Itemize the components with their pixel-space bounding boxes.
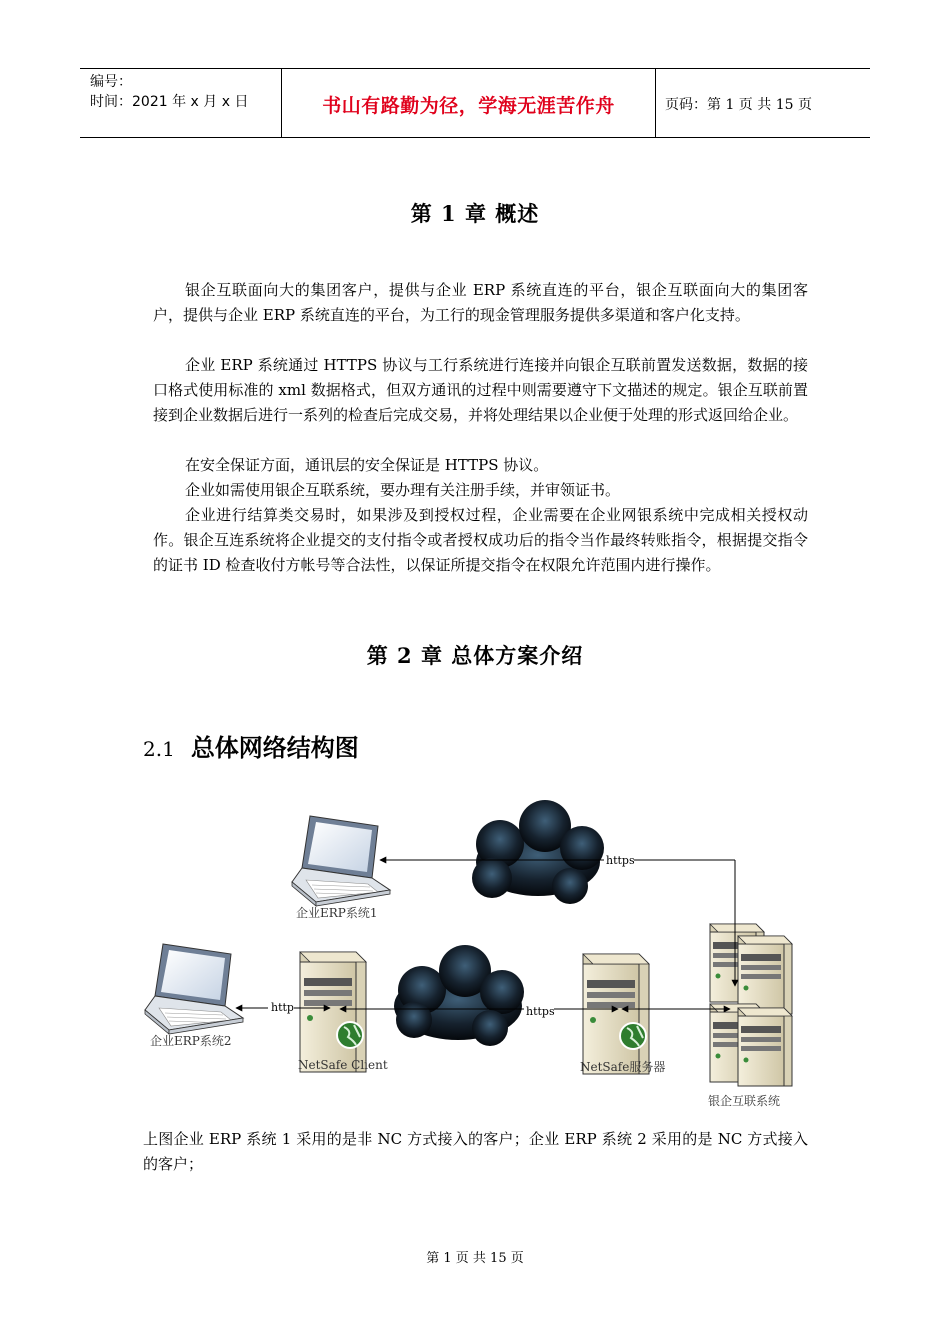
section-title: 总体网络结构图 [190, 733, 359, 762]
chapter-2-title: 第 2 章 总体方案介绍 [366, 643, 584, 668]
header-page-cell [655, 69, 870, 137]
laptop-icon [292, 816, 390, 906]
internet-cloud-middle [394, 945, 524, 1046]
paragraph-2: 企业 ERP 系统通过 HTTPS 协议与工行系统进行连接并向银企互联前置发送数据，数据的接口格式使用标准的 xml 数据格式，但双方通讯的过程中则需要遵守下文描述的规定。银企互联前置接到企业数据后进行一系列的检查后完成交易，并将处理结果以企业便于处理的形式返回给企业。 [153, 356, 808, 424]
http-label: http [271, 1001, 294, 1014]
page-header [80, 68, 870, 138]
chapter-1-title: 第 1 章 概述 [410, 201, 540, 226]
section-number: 2.1 [143, 737, 175, 761]
header-meta-cell [80, 69, 281, 137]
netsafe-server-label: NetSafe服务器 [580, 1060, 666, 1074]
number-label: 编号： [90, 74, 132, 90]
internet-cloud-top [472, 800, 604, 904]
paragraph-3: 在安全保证方面，通讯层的安全保证是 HTTPS 协议。 [185, 456, 549, 474]
paragraph-5: 企业进行结算类交易时，如果涉及到授权过程，企业需要在企业网银系统中完成相关授权动作。银企互连系统将企业提交的支付指令或者授权成功后的指令当作最终转账指令，根据提交指令的证书 ID 检查收付方帐号等合法性，以保证所提交指令在权限允许范围内进行操作。 [153, 506, 808, 574]
diagram-caption: 上图企业 ERP 系统 1 采用的是非 NC 方式接入的客户；企业 ERP 系统 2 采用的是 NC 方式接入的客户； [143, 1130, 808, 1173]
page-footer: 第 1 页 共 15 页 [426, 1251, 524, 1266]
paragraph-4: 企业如需使用银企互联系统，要办理有关注册手续，并审领证书。 [185, 481, 621, 499]
page-info: 页码：第 1 页 共 15 页 [665, 97, 812, 113]
bank-system-label: 银企互联系统 [708, 1094, 781, 1108]
server-icon [583, 954, 649, 1074]
paragraph-1: 银企互联面向大的集团客户，提供与企业 ERP 系统直连的平台，银企互联面向大的集团客户，提供与企业 ERP 系统直连的平台，为工行的现金管理服务提供多渠道和客户化支持。 [153, 281, 808, 324]
server-icon [300, 952, 366, 1072]
erp1-label: 企业ERP系统1 [296, 906, 378, 920]
section-heading [143, 728, 359, 763]
erp2-label: 企业ERP系统2 [150, 1034, 232, 1048]
network-diagram [140, 796, 830, 1116]
server-cluster-icon [710, 924, 792, 1086]
time-label: 时间：2021 年 x 月 x 日 [90, 94, 249, 110]
https-label: https [526, 1005, 555, 1018]
https-label: https [606, 854, 635, 867]
header-motto-cell [281, 69, 656, 137]
laptop-icon [145, 944, 243, 1034]
netsafe-client-label: NetSafe Client [298, 1058, 388, 1072]
motto: 书山有路勤为径，学海无涯苦作舟 [322, 95, 615, 117]
